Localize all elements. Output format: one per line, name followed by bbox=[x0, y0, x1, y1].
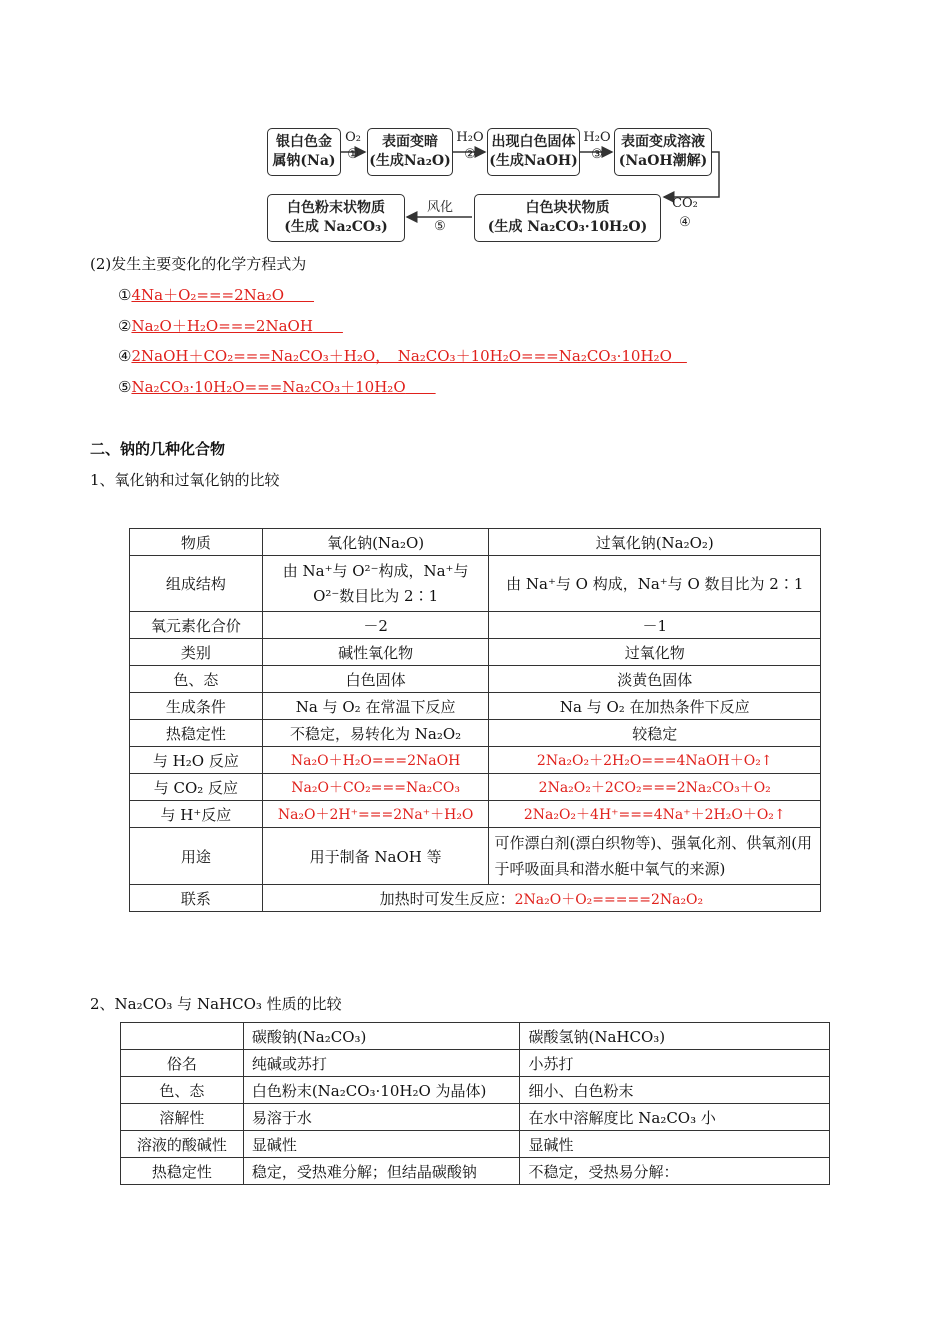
equation-blank bbox=[672, 347, 687, 365]
cell-na2o2: 由 Na⁺与 O 构成，Na⁺与 O 数目比为 2∶1 bbox=[489, 556, 821, 612]
flow-label-bottom: ② bbox=[464, 147, 476, 162]
table-header-cell: 碳酸氢钠(NaHCO₃) bbox=[520, 1023, 830, 1050]
row-label: 溶液的酸碱性 bbox=[121, 1131, 244, 1158]
row-label: 色、态 bbox=[121, 1077, 244, 1104]
equation-text: Na₂CO₃·10H₂O===Na₂CO₃＋10H₂O bbox=[131, 378, 406, 396]
table-row bbox=[121, 1104, 830, 1131]
flow-box-white-solid bbox=[487, 128, 580, 176]
equation-blank bbox=[313, 317, 343, 335]
cell-na2o: －2 bbox=[262, 612, 489, 639]
row-label: 氧元素化合价 bbox=[130, 612, 263, 639]
flow-box-solution bbox=[614, 128, 712, 176]
cell-na2co3: 稳定，受热难分解；但结晶碳酸钠 bbox=[243, 1158, 520, 1185]
row-label: 联系 bbox=[130, 885, 263, 912]
row-label: 与 CO₂ 反应 bbox=[130, 774, 263, 801]
cell-na2o2: 淡黄色固体 bbox=[489, 666, 821, 693]
table-header-cell: 碳酸钠(Na₂CO₃) bbox=[243, 1023, 520, 1050]
table-header-cell: 过氧化钠(Na₂O₂) bbox=[489, 529, 821, 556]
table-row bbox=[130, 720, 821, 747]
flow-label-2 bbox=[454, 130, 486, 162]
equation-text: Na₂O＋H₂O===2NaOH bbox=[131, 317, 313, 335]
row-label: 溶解性 bbox=[121, 1104, 244, 1131]
cell-na2o: 用于制备 NaOH 等 bbox=[262, 828, 489, 885]
cell-na2o2: 2Na₂O₂＋2CO₂===2Na₂CO₃＋O₂ bbox=[489, 774, 821, 801]
equation-5 bbox=[118, 377, 436, 397]
row-label: 色、态 bbox=[130, 666, 263, 693]
flow-box-sodium bbox=[267, 128, 341, 176]
flow-box-white-powder bbox=[267, 194, 405, 242]
cell-na2o: 由 Na⁺与 O²⁻构成，Na⁺与 O²⁻数目比为 2∶1 bbox=[262, 556, 489, 612]
row-label: 组成结构 bbox=[130, 556, 263, 612]
cell-na2o: 白色固体 bbox=[262, 666, 489, 693]
equation-number: ④ bbox=[118, 347, 132, 365]
cell-na2co3: 易溶于水 bbox=[243, 1104, 520, 1131]
cell-na2o: 不稳定，易转化为 Na₂O₂ bbox=[262, 720, 489, 747]
flow-label-4 bbox=[668, 196, 702, 230]
flow-box-line1: 白色粉末状物质 bbox=[287, 200, 385, 216]
table-row bbox=[130, 828, 821, 885]
flow-label-5 bbox=[420, 196, 460, 234]
flow-box-line2: (生成 Na₂CO₃·10H₂O) bbox=[487, 219, 648, 235]
table-row bbox=[121, 1077, 830, 1104]
row-label: 热稳定性 bbox=[121, 1158, 244, 1185]
equation-text: 2NaOH＋CO₂===Na₂CO₃＋H₂O， Na₂CO₃＋10H₂O===Na₂CO₃·10H₂O bbox=[131, 347, 672, 365]
link-prefix: 加热时可发生反应： bbox=[379, 889, 515, 908]
cell-nahco3: 小苏打 bbox=[520, 1050, 830, 1077]
table-header-cell bbox=[121, 1023, 244, 1050]
cell-na2co3: 白色粉末(Na₂CO₃·10H₂O 为晶体) bbox=[243, 1077, 520, 1104]
row-label: 与 H₂O 反应 bbox=[130, 747, 263, 774]
equation-blank bbox=[284, 286, 314, 304]
row-label: 用途 bbox=[130, 828, 263, 885]
flow-box-line2: (生成 Na₂CO₃) bbox=[284, 219, 388, 235]
cell-na2o: Na 与 O₂ 在常温下反应 bbox=[262, 693, 489, 720]
cell-na2o: Na₂O＋CO₂===Na₂CO₃ bbox=[262, 774, 489, 801]
flow-box-white-block bbox=[474, 194, 661, 242]
flow-label-1 bbox=[342, 130, 364, 162]
equation-1 bbox=[118, 285, 314, 305]
flow-label-top: CO₂ bbox=[672, 196, 698, 211]
cell-na2co3: 显碱性 bbox=[243, 1131, 520, 1158]
flow-box-darken bbox=[367, 128, 453, 176]
cell-na2o2: 较稳定 bbox=[489, 720, 821, 747]
flow-box-line2: (生成NaOH) bbox=[489, 153, 578, 169]
cell-nahco3: 不稳定，受热易分解： bbox=[520, 1158, 830, 1185]
flow-label-top: H₂O bbox=[583, 130, 611, 145]
oxide-comparison-table bbox=[129, 528, 821, 912]
table-row bbox=[130, 666, 821, 693]
flow-label-top: H₂O bbox=[456, 130, 484, 145]
table-row bbox=[130, 693, 821, 720]
table-header-row bbox=[121, 1023, 830, 1050]
flow-label-top: O₂ bbox=[345, 130, 361, 145]
flow-box-line1: 表面变成溶液 bbox=[621, 134, 705, 150]
equation-text: 4Na＋O₂===2Na₂O bbox=[131, 286, 285, 304]
cell-nahco3: 在水中溶解度比 Na₂CO₃ 小 bbox=[520, 1104, 830, 1131]
row-label: 与 H⁺反应 bbox=[130, 801, 263, 828]
cell-nahco3: 显碱性 bbox=[520, 1131, 830, 1158]
cell-na2o: 碱性氧化物 bbox=[262, 639, 489, 666]
flow-box-line2: (生成Na₂O) bbox=[369, 153, 451, 169]
link-cell bbox=[262, 885, 820, 912]
table-row bbox=[130, 639, 821, 666]
equation-number: ⑤ bbox=[118, 378, 132, 396]
cell-na2o2: 过氧化物 bbox=[489, 639, 821, 666]
equation-blank bbox=[406, 378, 436, 396]
link-equation: 2Na₂O＋O₂=====2Na₂O₂ bbox=[514, 891, 704, 908]
cell-na2o2: 可作漂白剂(漂白织物等)、强氧化剂、供氧剂(用于呼吸面具和潜水艇中氧气的来源) bbox=[489, 828, 821, 885]
table-header-cell: 氧化钠(Na₂O) bbox=[262, 529, 489, 556]
cell-na2o: Na₂O＋2H⁺===2Na⁺＋H₂O bbox=[262, 801, 489, 828]
row-label: 俗名 bbox=[121, 1050, 244, 1077]
row-label: 热稳定性 bbox=[130, 720, 263, 747]
cell-na2o2: －1 bbox=[489, 612, 821, 639]
cell-na2o2: Na 与 O₂ 在加热条件下反应 bbox=[489, 693, 821, 720]
equation-4 bbox=[118, 346, 687, 366]
table-row bbox=[121, 1050, 830, 1077]
cell-nahco3: 细小、白色粉末 bbox=[520, 1077, 830, 1104]
table-row bbox=[130, 774, 821, 801]
cell-na2o2: 2Na₂O₂＋4H⁺===4Na⁺＋2H₂O＋O₂↑ bbox=[489, 801, 821, 828]
section-heading: 二、钠的几种化合物 bbox=[90, 440, 226, 458]
table-header-cell: 物质 bbox=[130, 529, 263, 556]
flow-box-line1: 表面变暗 bbox=[382, 134, 438, 150]
flow-label-bottom: ① bbox=[347, 147, 359, 162]
table-row bbox=[121, 1158, 830, 1185]
cell-na2o2: 2Na₂O₂＋2H₂O===4NaOH＋O₂↑ bbox=[489, 747, 821, 774]
equation-2 bbox=[118, 316, 343, 336]
table-row bbox=[121, 1131, 830, 1158]
table-header-row bbox=[130, 529, 821, 556]
table-row bbox=[130, 556, 821, 612]
flow-box-line1: 出现白色固体 bbox=[491, 134, 576, 150]
equation-number: ① bbox=[118, 286, 132, 304]
flow-box-line2: (NaOH潮解) bbox=[618, 153, 708, 169]
flow-label-3 bbox=[581, 130, 613, 162]
cell-na2co3: 纯碱或苏打 bbox=[243, 1050, 520, 1077]
flow-label-bottom: ③ bbox=[591, 147, 603, 162]
row-label: 类别 bbox=[130, 639, 263, 666]
cell-na2o: Na₂O＋H₂O===2NaOH bbox=[262, 747, 489, 774]
flow-label-top: 风化 bbox=[426, 200, 453, 215]
equations-intro: (2)发生主要变化的化学方程式为 bbox=[90, 255, 307, 273]
flow-box-line2: 属钠(Na) bbox=[272, 153, 336, 169]
table-row bbox=[130, 801, 821, 828]
flow-box-line1: 白色块状物质 bbox=[525, 200, 610, 216]
subsection-heading-1: 1、氧化钠和过氧化钠的比较 bbox=[90, 471, 280, 489]
table-row bbox=[130, 885, 821, 912]
flow-label-bottom: ④ bbox=[679, 215, 691, 230]
subsection-heading-2: 2、Na₂CO₃ 与 NaHCO₃ 性质的比较 bbox=[90, 995, 342, 1013]
row-label: 生成条件 bbox=[130, 693, 263, 720]
table-row bbox=[130, 747, 821, 774]
equation-number: ② bbox=[118, 317, 132, 335]
flow-box-line1: 银白色金 bbox=[276, 134, 332, 150]
flow-label-bottom: ⑤ bbox=[434, 219, 446, 234]
table-row bbox=[130, 612, 821, 639]
carbonate-comparison-table bbox=[120, 1022, 830, 1185]
